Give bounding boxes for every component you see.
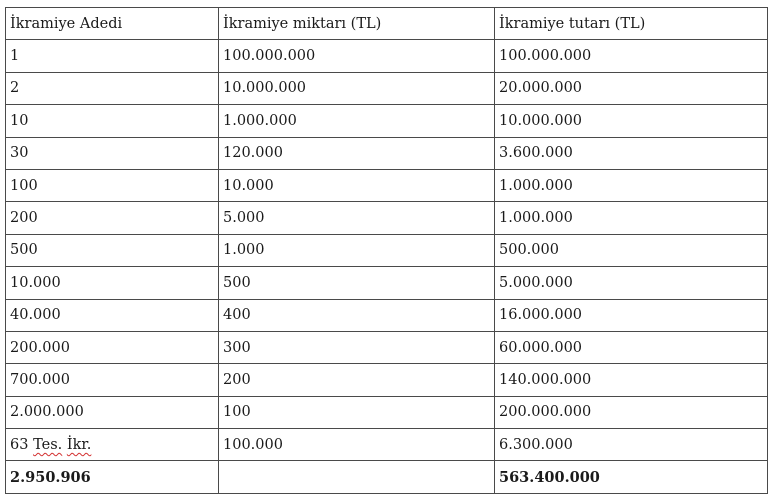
cell-count: 200 [6,202,219,234]
cell-total: 16.000.000 [495,299,768,331]
table-row [6,267,768,299]
cell-amount: 120.000 [219,137,495,169]
cell-count: 100 [6,169,219,201]
table-row [6,299,768,331]
cell-total: 500.000 [495,234,768,266]
cell-amount: 5.000 [219,202,495,234]
cell-total: 200.000.000 [495,396,768,428]
cell-count: 200.000 [6,331,219,363]
table-row [6,202,768,234]
cell-count: 10 [6,105,219,137]
cell-amount: 300 [219,331,495,363]
cell-total: 60.000.000 [495,331,768,363]
cell-total: 10.000.000 [495,105,768,137]
table-row [6,364,768,396]
cell-amount: 1.000 [219,234,495,266]
cell-count: 2.000.000 [6,396,219,428]
header-row [6,8,768,40]
table-row [6,234,768,266]
table-row [6,331,768,363]
consolation-abbrev-ikr: İkr. [66,436,92,453]
totals-row [6,461,768,493]
cell-total: 3.600.000 [495,137,768,169]
cell-total: 5.000.000 [495,267,768,299]
table-row [6,72,768,104]
total-sum: 563.400.000 [495,461,768,493]
cell-total: 100.000.000 [495,40,768,72]
table-row [6,105,768,137]
cell-amount: 1.000.000 [219,105,495,137]
consolation-abbrev-tes: Tes. [33,436,63,453]
total-amount [219,461,495,493]
cell-amount: 100 [219,396,495,428]
cell-total: 20.000.000 [495,72,768,104]
header-amount: İkramiye miktarı (TL) [219,8,495,40]
prize-table [5,7,768,494]
table-row [6,137,768,169]
cell-count: 2 [6,72,219,104]
cell-amount: 10.000.000 [219,72,495,104]
table-row [6,169,768,201]
cell-count [6,429,219,461]
cell-amount: 400 [219,299,495,331]
total-count: 2.950.906 [6,461,219,493]
cell-count: 700.000 [6,364,219,396]
consolation-row [6,429,768,461]
cell-amount: 10.000 [219,169,495,201]
cell-total: 140.000.000 [495,364,768,396]
table-row [6,40,768,72]
cell-count: 40.000 [6,299,219,331]
cell-amount: 500 [219,267,495,299]
table-row [6,396,768,428]
header-count: İkramiye Adedi [6,8,219,40]
cell-count: 10.000 [6,267,219,299]
cell-total: 1.000.000 [495,169,768,201]
cell-amount: 100.000 [219,429,495,461]
cell-count: 30 [6,137,219,169]
cell-count: 1 [6,40,219,72]
cell-total: 6.300.000 [495,429,768,461]
cell-amount: 200 [219,364,495,396]
consolation-count-prefix: 63 [10,436,29,453]
header-total: İkramiye tutarı (TL) [495,8,768,40]
cell-count: 500 [6,234,219,266]
cell-amount: 100.000.000 [219,40,495,72]
cell-total: 1.000.000 [495,202,768,234]
